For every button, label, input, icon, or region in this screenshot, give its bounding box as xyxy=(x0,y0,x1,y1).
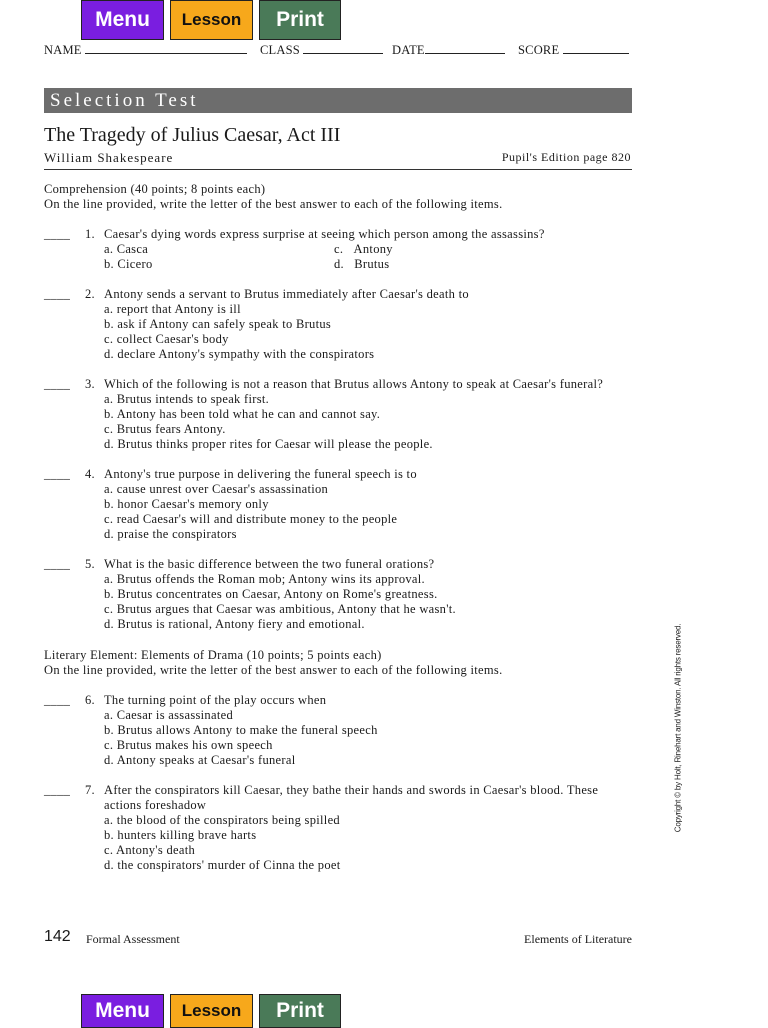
edition-reference: Pupil's Edition page 820 xyxy=(501,150,631,164)
option: a. the blood of the conspirators being spilled xyxy=(104,813,340,827)
question-2 xyxy=(44,287,634,362)
option: d. praise the conspirators xyxy=(104,527,237,541)
option: a. Brutus offends the Roman mob; Antony wins its approval. xyxy=(104,572,425,586)
author: William Shakespeare xyxy=(44,150,174,165)
option: b. ask if Antony can safely speak to Brutus xyxy=(104,317,332,331)
class-field xyxy=(260,42,383,58)
option: b. Cicero xyxy=(104,257,153,271)
selection-test-band: Selection Test xyxy=(44,88,632,113)
footer-right: Elements of Literature xyxy=(524,932,632,946)
option: b. Brutus allows Antony to make the funeral speech xyxy=(104,723,378,737)
date-label: DATE xyxy=(392,43,425,57)
class-line xyxy=(303,42,383,54)
answer-blank[interactable]: ____ xyxy=(44,467,71,481)
option: a. Caesar is assassinated xyxy=(104,708,233,722)
option: a. report that Antony is ill xyxy=(104,302,241,316)
menu-button-bottom[interactable]: Menu xyxy=(81,994,164,1028)
score-line xyxy=(563,42,629,54)
name-label: NAME xyxy=(44,43,82,57)
option: c. Brutus argues that Caesar was ambitious, Antony that he wasn't. xyxy=(104,602,456,616)
class-label: CLASS xyxy=(260,43,300,57)
question-4 xyxy=(44,467,634,542)
question-number: 2. xyxy=(85,287,95,301)
option: d. Brutus thinks proper rites for Caesar will please the people. xyxy=(104,437,433,451)
question-stem: Antony sends a servant to Brutus immediately after Caesar's death to xyxy=(104,287,469,301)
option: c. Antony's death xyxy=(104,843,196,857)
answer-blank[interactable]: ____ xyxy=(44,227,71,241)
footer-left: Formal Assessment xyxy=(86,932,180,946)
answer-blank[interactable]: ____ xyxy=(44,557,71,571)
question-1 xyxy=(44,227,634,272)
option: d. Antony speaks at Caesar's funeral xyxy=(104,753,296,767)
test-content xyxy=(44,182,634,873)
menu-button[interactable]: Menu xyxy=(81,0,164,40)
print-button[interactable]: Print xyxy=(259,0,341,40)
name-line xyxy=(85,42,247,54)
answer-blank[interactable]: ____ xyxy=(44,783,71,797)
section-title: Comprehension (40 points; 8 points each) xyxy=(44,182,266,196)
lesson-button-bottom[interactable]: Lesson xyxy=(170,994,253,1028)
question-number: 1. xyxy=(85,227,95,241)
page-number: 142 xyxy=(44,928,71,945)
option: b. honor Caesar's memory only xyxy=(104,497,269,511)
answer-blank[interactable]: ____ xyxy=(44,693,71,707)
question-6 xyxy=(44,693,634,768)
option: d. Brutus xyxy=(334,257,390,271)
score-field xyxy=(518,42,629,58)
question-number: 5. xyxy=(85,557,95,571)
question-3 xyxy=(44,377,634,452)
option: d. Brutus is rational, Antony fiery and emotional. xyxy=(104,617,365,631)
question-number: 6. xyxy=(85,693,95,707)
question-number: 4. xyxy=(85,467,95,481)
copyright-notice: Copyright © by Holt, Rinehart and Winston. All rights reserved. xyxy=(673,623,683,833)
lesson-button[interactable]: Lesson xyxy=(170,0,253,40)
date-line xyxy=(425,42,505,54)
option: c. Antony xyxy=(334,242,393,256)
question-stem: The turning point of the play occurs when xyxy=(104,693,327,707)
option: c. Brutus makes his own speech xyxy=(104,738,273,752)
name-field xyxy=(44,42,247,58)
answer-blank[interactable]: ____ xyxy=(44,287,71,301)
answer-blank[interactable]: ____ xyxy=(44,377,71,391)
title-rule xyxy=(44,169,632,170)
question-5 xyxy=(44,557,634,632)
question-stem: Caesar's dying words express surprise at seeing which person among the assassins? xyxy=(104,227,545,241)
question-number: 7. xyxy=(85,783,95,797)
section-instructions: On the line provided, write the letter of the best answer to each of the following items. xyxy=(44,663,503,677)
option: c. read Caesar's will and distribute money to the people xyxy=(104,512,398,526)
question-number: 3. xyxy=(85,377,95,391)
option: c. Brutus fears Antony. xyxy=(104,422,226,436)
option: d. the conspirators' murder of Cinna the poet xyxy=(104,858,341,872)
option: a. Brutus intends to speak first. xyxy=(104,392,270,406)
option: b. Brutus concentrates on Caesar, Antony on Rome's greatness. xyxy=(104,587,438,601)
option: b. hunters killing brave harts xyxy=(104,828,257,842)
question-7 xyxy=(44,783,634,873)
section-title: Literary Element: Elements of Drama (10 points; 5 points each) xyxy=(44,648,382,662)
option: d. declare Antony's sympathy with the conspirators xyxy=(104,347,375,361)
question-stem: After the conspirators kill Caesar, they bathe their hands and swords in Caesar's blood. These actions foreshadow xyxy=(104,783,599,812)
score-label: SCORE xyxy=(518,43,560,57)
date-field xyxy=(392,42,505,58)
section-instructions: On the line provided, write the letter of the best answer to each of the following items. xyxy=(44,197,503,211)
question-stem: Antony's true purpose in delivering the funeral speech is to xyxy=(104,467,417,481)
option: c. collect Caesar's body xyxy=(104,332,229,346)
question-stem: What is the basic difference between the two funeral orations? xyxy=(104,557,435,571)
option: a. cause unrest over Caesar's assassination xyxy=(104,482,329,496)
print-button-bottom[interactable]: Print xyxy=(259,994,341,1028)
question-stem: Which of the following is not a reason that Brutus allows Antony to speak at Caesar's funeral? xyxy=(104,377,604,391)
option: a. Casca xyxy=(104,242,149,256)
page-title: The Tragedy of Julius Caesar, Act III xyxy=(44,124,341,146)
option: b. Antony has been told what he can and cannot say. xyxy=(104,407,381,421)
